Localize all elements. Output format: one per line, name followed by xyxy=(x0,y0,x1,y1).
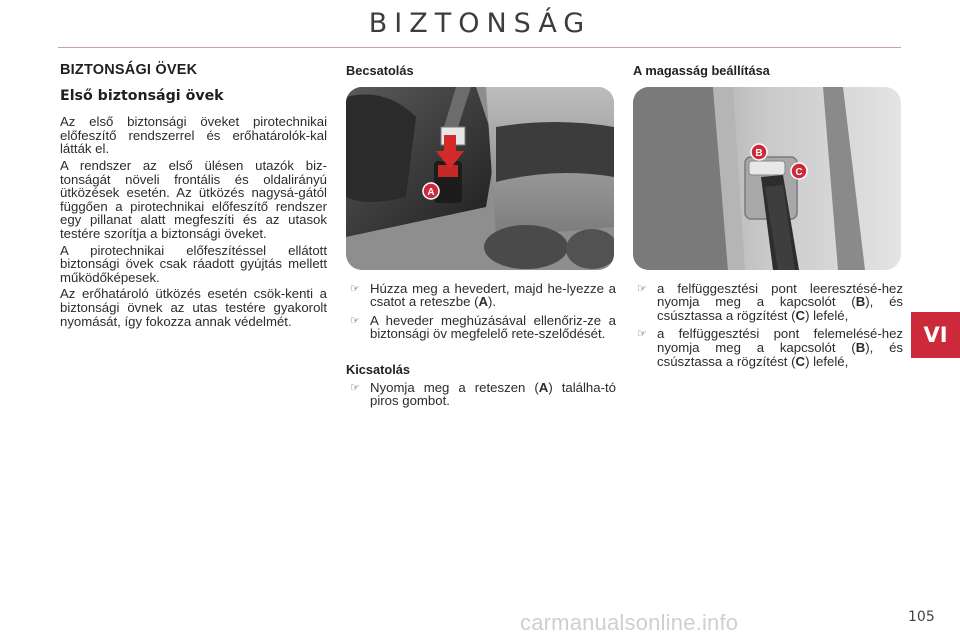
buckle-steps xyxy=(346,282,616,341)
intro-paragraph: A pirotechnikai előfeszítéssel ellátott biztonsági övek csak ráadott gyújtás mellett működőképesek. xyxy=(60,242,327,285)
pointing-hand-icon: ☞ xyxy=(637,327,647,341)
list-item: ☞ Nyomja meg a reteszen (A) találha-tó piros gombot. xyxy=(350,379,616,409)
pointing-hand-icon: ☞ xyxy=(350,313,360,327)
watermark: carmanualsonline.info xyxy=(520,610,739,635)
buckle-photo xyxy=(346,87,614,270)
chapter-tab[interactable]: VI xyxy=(911,312,960,358)
pointing-hand-icon: ☞ xyxy=(350,281,360,295)
buckle-heading: Becsatolás xyxy=(346,63,414,78)
buckle-column xyxy=(346,64,616,413)
height-adjust-steps xyxy=(633,282,903,369)
anchor-label-b: B xyxy=(755,147,763,159)
list-item: ☞ a felfüggesztési pont leeresztésé-hez nyomja meg a kapcsolót (B), és csúsztassa a rögzítést (C) lefelé, xyxy=(637,280,903,323)
height-adjust-column xyxy=(633,64,903,373)
page-number: 105 xyxy=(908,609,935,625)
header-rule xyxy=(58,47,901,48)
page-title: BIZTONSÁG xyxy=(368,8,592,39)
pointing-hand-icon: ☞ xyxy=(350,380,360,394)
intro-paragraph: A rendszer az első ülésen utazók biz-tonságát növeli frontális és oldalirányú ütközések esetén. Az ütközés nagysá-gától függően a pirotechnikai előfeszítő rendszer egy pillanat alatt megfeszíti és az utasok testére szorítja a biztonsági öveket. xyxy=(60,157,327,241)
anchor-photo xyxy=(633,87,901,270)
pointing-hand-icon: ☞ xyxy=(637,281,647,295)
list-item: ☞ a felfüggesztési pont felemelésé-hez nyomja meg a kapcsolót (B), és csúsztassa a rögzítést (C) lefelé, xyxy=(637,326,903,369)
subsection-title: Első biztonsági övek xyxy=(60,87,224,104)
intro-paragraph: Az erőhatároló ütközés esetén csök-kenti a biztonsági övnek az utas testére gyakorolt nyomását, így fokozza annak védelmét. xyxy=(60,286,327,329)
anchor-label-c: C xyxy=(795,166,803,178)
list-item: ☞ A heveder meghúzásával ellenőriz-ze a biztonsági öv megfelelő rete-szelődését. xyxy=(350,312,616,342)
intro-column xyxy=(60,64,327,331)
buckle-label-a: A xyxy=(427,186,435,198)
intro-paragraph: Az első biztonsági öveket pirotechnikai előfeszítő rendszerrel és erőhatárolók-kal látták el. xyxy=(60,114,327,157)
unbuckle-steps xyxy=(346,381,616,408)
unbuckle-heading: Kicsatolás xyxy=(346,361,411,377)
list-item: ☞ Húzza meg a hevedert, majd he-lyezze a csatot a reteszbe (A). xyxy=(350,280,616,310)
section-title: BIZTONSÁGI ÖVEK xyxy=(60,62,198,78)
height-adjust-heading: A magasság beállítása xyxy=(633,63,770,78)
